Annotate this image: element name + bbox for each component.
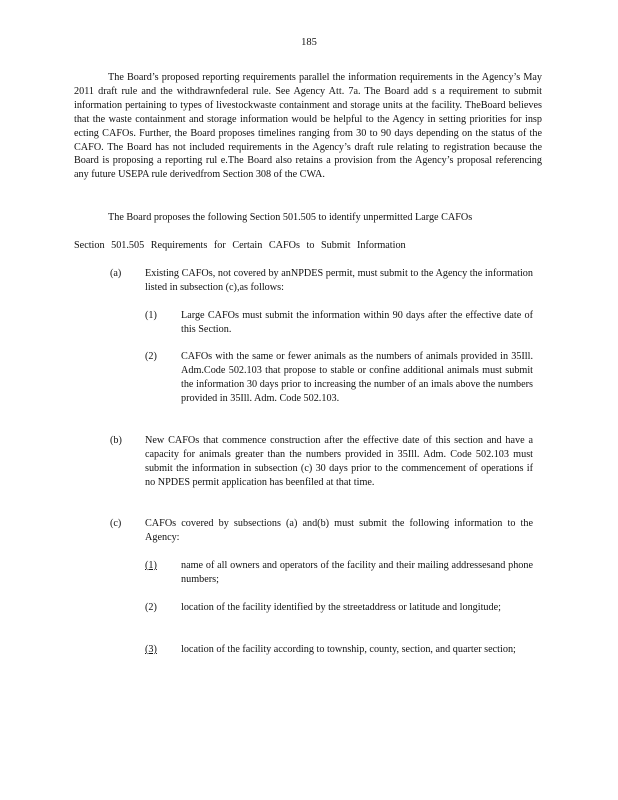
subsection-a1-text: Large CAFOs must submit the information within 90 days after the effective date of this Section. — [181, 310, 533, 335]
intro-paragraph: The Board’s proposed reporting requirements parallel the information requirements in the Agency’s May 2011 draft rule and the withdrawnfederal rule. See Agency Att. 7a. The Board add s a requirement to submit information pertaining to types of livestockwaste containment and storage units at the facility. TheBoard believes that the waste containment and storage information would be helpful to the Agency in setting priorities for insp ecting CAFOs. Further, the Board proposes timelines ranging from 30 to 90 days depending on the status of the CAFO. The Board has not included requirements in the Agency’s draft rule relating to registration because the Board is proposing a reporting rul e.The Board also retains a provision from the Agency’s proposal referencing any future USEPA rule derivedfrom Section 308 of the CWA. — [74, 72, 542, 181]
subsection-c2-marker: (2) — [145, 602, 157, 613]
subsection-c3-text: location of the facility according to township, county, section, and quarter section; — [181, 644, 516, 655]
subsection-c1-text: name of all owners and operators of the facility and their mailing addressesand phone numbers; — [181, 560, 533, 585]
subsection-c1-marker: (1) — [145, 560, 157, 571]
section-heading: Section 501.505 Requirements for Certain CAFOs to Submit Information — [74, 240, 406, 251]
subsection-b-marker: (b) — [110, 435, 122, 446]
subsection-a-marker: (a) — [110, 268, 122, 279]
subsection-a2-text: CAFOs with the same or fewer animals as the numbers of animals provided in 35Ill. Adm.Code 502.103 that propose to stable or confine additional animals must submit the information 30 days prior to increasing the number of an imals above the numbers provided in 35Ill. Adm. Code 502.103. — [181, 351, 533, 404]
subsection-c-marker: (c) — [110, 518, 122, 529]
subsection-a-text: Existing CAFOs, not covered by anNPDES permit, must submit to the Agency the information listed in subsection (c),as follows: — [145, 268, 533, 293]
subsection-b-text: New CAFOs that commence construction after the effective date of this section and have a capacity for animals greater than the numbers provided in 35Ill. Adm. Code 502.103 must submit the information in subsection (c) 30 days prior to the commencement of operations if no NPDES permit application has beenfiled at that time. — [145, 435, 533, 488]
subsection-a1-marker: (1) — [145, 310, 157, 321]
subsection-c2-text: location of the facility identified by the streetaddress or latitude and longitude; — [181, 602, 501, 613]
page-number: 185 — [301, 37, 317, 48]
subsection-c3-marker: (3) — [145, 644, 157, 655]
subsection-a2-marker: (2) — [145, 351, 157, 362]
subsection-c-text: CAFOs covered by subsections (a) and(b) must submit the following information to the Agency: — [145, 518, 533, 543]
proposal-sentence: The Board proposes the following Section 501.505 to identify unpermitted Large CAFOs — [108, 212, 473, 223]
